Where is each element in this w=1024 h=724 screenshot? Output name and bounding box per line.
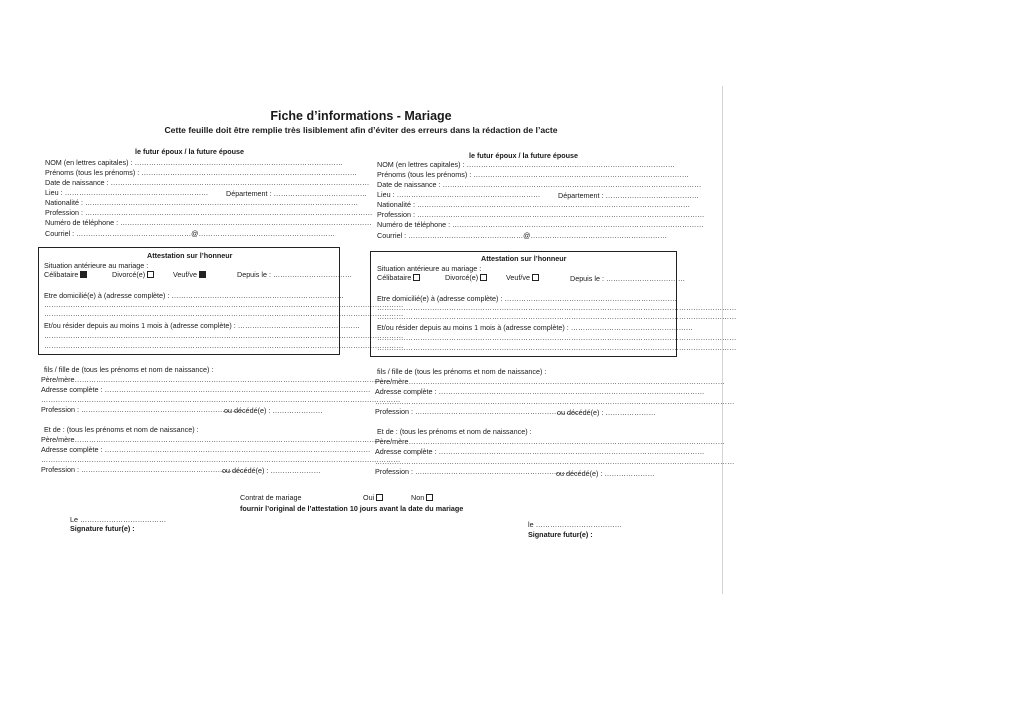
left-veuf-checkbox[interactable] <box>199 271 206 278</box>
right-situation-label: Situation antérieure au mariage : <box>377 264 482 273</box>
left-celibataire-option[interactable] <box>44 270 87 279</box>
left-pere-mere-field[interactable]: Père/mère…………………………………………………………………………………………………………………… <box>41 375 391 384</box>
right-domicile-line-2[interactable]: …………………………………………………………………………………………………………………………………… <box>377 312 737 321</box>
right-decede-field[interactable]: ou décédé(e) : ………………… <box>557 408 656 417</box>
right-pere-mere-2-field[interactable]: Père/mère…………………………………………………………………………………………………………………… <box>375 437 725 446</box>
right-decede-2-field[interactable]: ou décédé(e) : ………………… <box>556 469 655 478</box>
right-veuf-checkbox[interactable] <box>532 274 539 281</box>
right-parent-profession-field[interactable]: Profession : …………………………………………………………… <box>375 407 581 416</box>
right-fils-fille-label: fils / fille de (tous les prénoms et nom de naissance) : <box>377 367 547 376</box>
left-divorce-option[interactable] <box>112 270 154 279</box>
contrat-non-label: Non <box>411 493 425 502</box>
right-celibataire-checkbox[interactable] <box>413 274 420 281</box>
right-telephone-field[interactable]: Numéro de téléphone : …………………………………………………………………………………………… <box>377 220 704 229</box>
right-veuf-label: Veuf/ve <box>506 273 530 282</box>
left-naissance-field[interactable]: Date de naissance : ……………………………………………………………………………………………… <box>45 178 370 187</box>
left-telephone-field[interactable]: Numéro de téléphone : …………………………………………………………………………………………… <box>45 218 372 227</box>
contrat-non-option[interactable] <box>411 493 433 502</box>
left-adresse-2-field[interactable]: Adresse complète : ………………………………………………………………………………………………… <box>41 445 371 454</box>
left-divorce-label: Divorcé(e) <box>112 270 146 279</box>
right-date-field[interactable]: le ……………………………… <box>528 520 622 529</box>
left-parent-profession-field[interactable]: Profession : …………………………………………………………… <box>41 405 247 414</box>
left-adresse-field[interactable]: Adresse complète : ………………………………………………………………………………………………… <box>41 385 371 394</box>
right-prenoms-field[interactable]: Prénoms (tous les prénoms) : ……………………………………………………………………………… <box>377 170 689 179</box>
contrat-oui-checkbox[interactable] <box>376 494 383 501</box>
left-domicile-line-2[interactable]: …………………………………………………………………………………………………………………………………… <box>44 309 404 318</box>
left-et-de-label: Et de : (tous les prénoms et nom de naissance) : <box>44 425 199 434</box>
left-adresse-2-line[interactable]: …………………………………………………………………………………………………………………………………… <box>41 455 401 464</box>
left-domicile-field[interactable]: Etre domicilié(e) à (adresse complète) : ……………………………………………………………… <box>44 291 344 300</box>
left-date-field[interactable]: Le ……………………………… <box>70 515 167 524</box>
right-column-heading: le futur époux / la future épouse <box>469 151 579 160</box>
left-parent-profession-2-field[interactable]: Profession : …………………………………………………………… <box>41 465 247 474</box>
right-et-de-label: Et de : (tous les prénoms et nom de naissance) : <box>377 427 532 436</box>
right-attestation-title: Attestation sur l’honneur <box>481 254 567 263</box>
right-naissance-field[interactable]: Date de naissance : ……………………………………………………………………………………………… <box>377 180 702 189</box>
right-divorce-checkbox[interactable] <box>480 274 487 281</box>
left-column-heading: le futur époux / la future épouse <box>135 147 245 156</box>
contrat-non-checkbox[interactable] <box>426 494 433 501</box>
left-courriel-field[interactable]: Courriel : …………………………………………@………………………………………………… <box>45 229 336 238</box>
right-courriel-field[interactable]: Courriel : …………………………………………@………………………………………………… <box>377 231 668 240</box>
left-resider-line-1[interactable]: …………………………………………………………………………………………………………………………………… <box>44 331 404 340</box>
right-divorce-label: Divorcé(e) <box>445 273 479 282</box>
left-resider-line-2[interactable]: …………………………………………………………………………………………………………………………………… <box>44 341 404 350</box>
left-veuf-option[interactable] <box>173 270 206 279</box>
right-domicile-line-1[interactable]: …………………………………………………………………………………………………………………………………… <box>377 303 737 312</box>
left-situation-label: Situation antérieure au mariage : <box>44 261 149 270</box>
left-celibataire-label: Célibataire <box>44 270 79 279</box>
right-parent-profession-2-field[interactable]: Profession : …………………………………………………………… <box>375 467 581 476</box>
left-signature-label: Signature futur(e) : <box>70 524 135 533</box>
left-fils-fille-label: fils / fille de (tous les prénoms et nom de naissance) : <box>44 365 214 374</box>
left-adresse-line[interactable]: …………………………………………………………………………………………………………………………………… <box>41 395 401 404</box>
fournir-note: fournir l’original de l’attestation 10 jours avant la date du mariage <box>240 504 464 513</box>
right-signature-label: Signature futur(e) : <box>528 530 593 539</box>
contrat-label: Contrat de mariage <box>240 493 302 502</box>
left-attestation-title: Attestation sur l’honneur <box>147 251 233 260</box>
right-adresse-2-line[interactable]: …………………………………………………………………………………………………………………………………… <box>375 457 735 466</box>
left-divorce-checkbox[interactable] <box>147 271 154 278</box>
left-nom-field[interactable]: NOM (en lettres capitales) : …………………………………………………………………………… <box>45 158 343 167</box>
left-decede-2-field[interactable]: ou décédé(e) : ………………… <box>222 466 321 475</box>
right-domicile-field[interactable]: Etre domicilié(e) à (adresse complète) : ……………………………………………………………… <box>377 294 677 303</box>
form-title: Fiche d’informations - Mariage <box>270 109 452 123</box>
left-veuf-label: Veuf/ve <box>173 270 197 279</box>
left-celibataire-checkbox[interactable] <box>80 271 87 278</box>
left-domicile-line-1[interactable]: …………………………………………………………………………………………………………………………………… <box>44 300 404 309</box>
left-departement-field[interactable]: Département : ………………………………… <box>226 189 367 198</box>
left-resider-field[interactable]: Et/ou résider depuis au moins 1 mois à (adresse complète) : …………………………………………… <box>44 321 360 330</box>
left-lieu-field[interactable]: Lieu : …………………………………………………… <box>45 188 209 197</box>
form-subtitle: Cette feuille doit être remplie très lisiblement afin d’éviter des erreurs dans la rédaction de l’acte <box>164 125 558 135</box>
right-nom-field[interactable]: NOM (en lettres capitales) : …………………………………………………………………………… <box>377 160 675 169</box>
right-resider-line-1[interactable]: …………………………………………………………………………………………………………………………………… <box>377 333 737 342</box>
right-adresse-field[interactable]: Adresse complète : ………………………………………………………………………………………………… <box>375 387 705 396</box>
contrat-oui-label: Oui <box>363 493 375 502</box>
right-resider-line-2[interactable]: …………………………………………………………………………………………………………………………………… <box>377 343 737 352</box>
right-divorce-option[interactable] <box>445 273 487 282</box>
right-adresse-line[interactable]: …………………………………………………………………………………………………………………………………… <box>375 397 735 406</box>
right-resider-field[interactable]: Et/ou résider depuis au moins 1 mois à (adresse complète) : …………………………………………… <box>377 323 693 332</box>
left-prenoms-field[interactable]: Prénoms (tous les prénoms) : ……………………………………………………………………………… <box>45 168 357 177</box>
right-lieu-field[interactable]: Lieu : …………………………………………………… <box>377 190 541 199</box>
right-adresse-2-field[interactable]: Adresse complète : ………………………………………………………………………………………………… <box>375 447 705 456</box>
right-celibataire-option[interactable] <box>377 273 420 282</box>
left-decede-field[interactable]: ou décédé(e) : ………………… <box>224 406 323 415</box>
contrat-oui-option[interactable] <box>363 493 383 502</box>
right-pere-mere-field[interactable]: Père/mère…………………………………………………………………………………………………………………… <box>375 377 725 386</box>
right-veuf-option[interactable] <box>506 273 539 282</box>
right-celibataire-label: Célibataire <box>377 273 412 282</box>
right-nationalite-field[interactable]: Nationalité : …………………………………………………………………………………………………… <box>377 200 691 209</box>
right-departement-field[interactable]: Département : ………………………………… <box>558 191 699 200</box>
left-nationalite-field[interactable]: Nationalité : …………………………………………………………………………………………………… <box>45 198 359 207</box>
left-pere-mere-2-field[interactable]: Père/mère…………………………………………………………………………………………………………………… <box>41 435 391 444</box>
right-depuis-field[interactable]: Depuis le : …………………………… <box>570 274 686 283</box>
left-depuis-field[interactable]: Depuis le : …………………………… <box>237 270 353 279</box>
left-profession-field[interactable]: Profession : ………………………………………………………………………………………………………… <box>45 208 373 217</box>
right-profession-field[interactable]: Profession : ………………………………………………………………………………………………………… <box>377 210 705 219</box>
